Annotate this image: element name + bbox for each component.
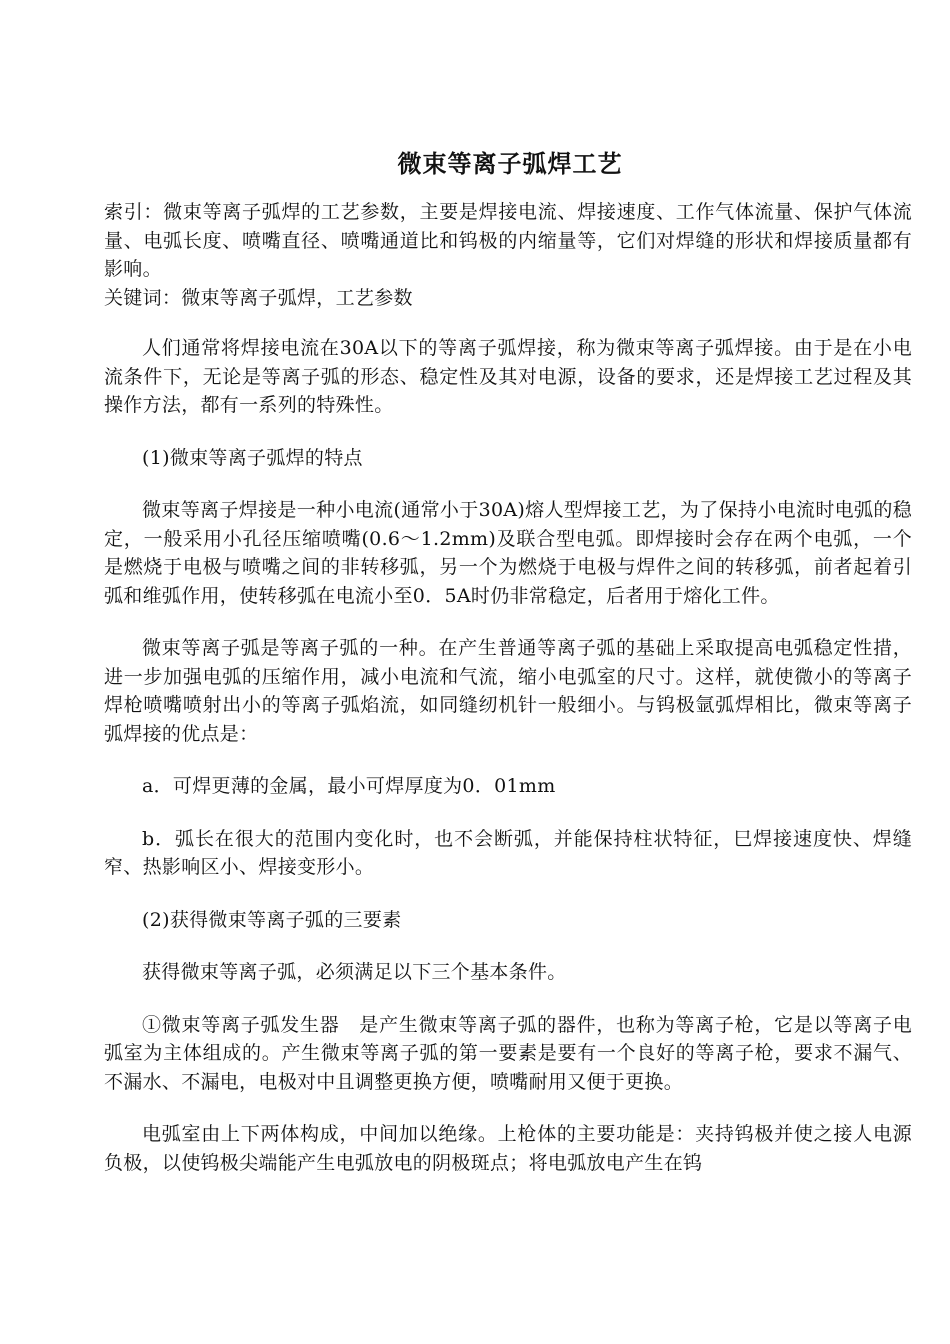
body-paragraph: 微束等离子弧是等离子弧的一种。在产生普通等离子弧的基础上采取提高电弧稳定性措，进一步加强电弧的压缩作用，减小电流和气流，缩小电弧室的尺寸。这样，就使微小的等离子焊枪喷嘴喷射出小的等离子弧焰流，如同缝纫机针一般细小。与钨极氩弧焊相比，微束等离子弧焊接的优点是： bbox=[104, 637, 912, 745]
body-paragraph: ①微束等离子弧发生器 是产生微束等离子弧的器件，也称为等离子枪，它是以等离子电弧室为主体组成的。产生微束等离子弧的第一要素是要有一个良好的等离子枪，要求不漏气、不漏水、不漏电，电极对中且调整更换方便，喷嘴耐用又便于更换。 bbox=[104, 1013, 912, 1093]
document-body bbox=[104, 198, 912, 1177]
body-paragraph: 电弧室由上下两体构成，中间加以绝缘。上枪体的主要功能是：夹持钨极并使之接人电源负极，以使钨极尖端能产生电弧放电的阴极斑点；将电弧放电产生在钨 bbox=[104, 1123, 912, 1174]
body-paragraph: 获得微束等离子弧，必须满足以下三个基本条件。 bbox=[142, 961, 567, 983]
section-heading: (1)微束等离子弧焊的特点 bbox=[142, 446, 363, 469]
abstract-paragraph: 索引：微束等离子弧焊的工艺参数，主要是焊接电流、焊接速度、工作气体流量、保护气体流量、电弧长度、喷嘴直径、喷嘴通道比和钨极的内缩量等，它们对焊缝的形状和焊接质量都有影响。 bbox=[104, 201, 912, 280]
list-item: b．弧长在很大的范围内变化时，也不会断弧，并能保持柱状特征，巳焊接速度快、焊缝窄、热影响区小、焊接变形小。 bbox=[104, 827, 912, 878]
document-title: 微束等离子弧焊工艺 bbox=[397, 150, 623, 178]
body-paragraph: 人们通常将焊接电流在30A以下的等离子弧焊接，称为微束等离子弧焊接。由于是在小电流条件下，无论是等离子弧的形态、稳定性及其对电源，设备的要求，还是焊接工艺过程及其操作方法，都有一系列的特殊性。 bbox=[104, 337, 912, 416]
list-item: a．可焊更薄的金属，最小可焊厚度为0．01mm bbox=[142, 775, 556, 797]
keywords-line: 关键词：微束等离子弧焊，工艺参数 bbox=[104, 286, 413, 309]
section-heading: (2)获得微束等离子弧的三要素 bbox=[142, 908, 402, 931]
body-paragraph: 微束等离子焊接是一种小电流(通常小于30A)熔人型焊接工艺，为了保持小电流时电弧的稳定，一般采用小孔径压缩喷嘴(0.6～1.2mm)及联合型电弧。即焊接时会存在两个电弧，一个是燃烧于电极与喷嘴之间的非转移弧，另一个为燃烧于电极与焊件之间的转移弧，前者起着引弧和维弧作用，使转移弧在电流小至0．5A时仍非常稳定，后者用于熔化工件。 bbox=[104, 499, 912, 607]
